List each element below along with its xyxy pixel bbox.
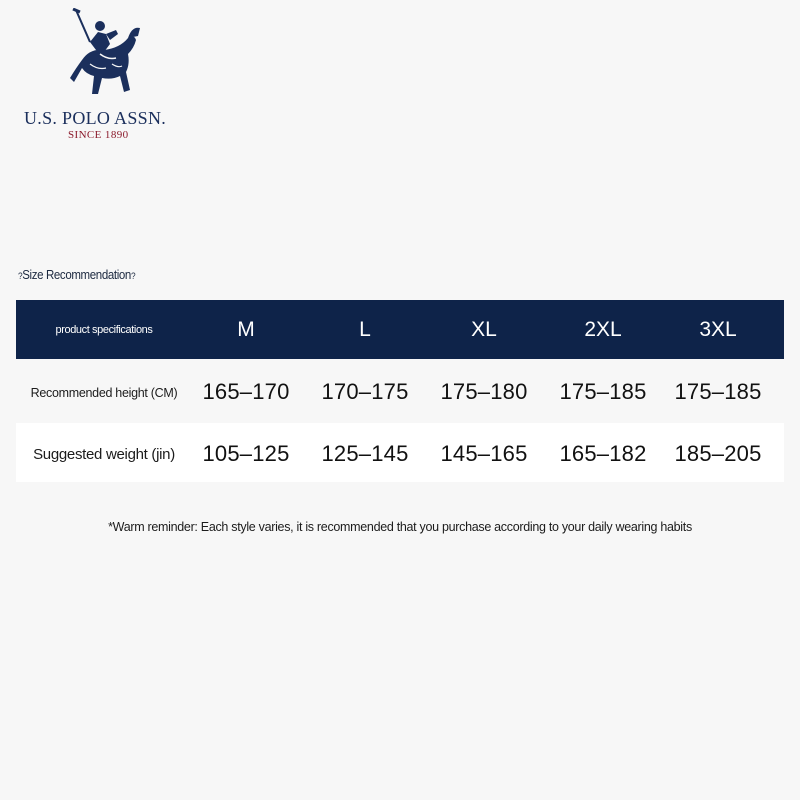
weight-value-3xl: 185–205 [674, 441, 762, 466]
size-l: L [359, 317, 371, 341]
height-value-2xl: 175–185 [559, 379, 647, 404]
section-title-text: Size Recommendation [22, 268, 131, 282]
weight-value-l: 125–145 [321, 441, 409, 466]
warm-reminder: *Warm reminder: Each style varies, it is recommended that you purchase according to your daily wearing habits [108, 520, 692, 534]
size-3xl: 3XL [699, 317, 737, 341]
height-value-xl: 175–180 [440, 379, 528, 404]
table-row-height [16, 359, 784, 423]
section-title [18, 268, 135, 282]
row-label-weight: Suggested weight (jin) [33, 446, 175, 463]
brand-name: U.S. POLO ASSN. [24, 108, 167, 128]
size-table [16, 300, 784, 482]
weight-value-2xl: 165–182 [559, 441, 647, 466]
size-2xl: 2XL [584, 317, 622, 341]
weight-value-m: 105–125 [202, 441, 290, 466]
brand-logo [22, 8, 182, 144]
polo-player-icon [60, 8, 150, 104]
height-value-l: 170–175 [321, 379, 409, 404]
row-label-height: Recommended height (CM) [30, 385, 178, 400]
table-row-weight [16, 423, 784, 482]
height-value-3xl: 175–185 [674, 379, 762, 404]
table-header-row [16, 300, 784, 359]
header-label: product specifications [55, 323, 153, 336]
size-xl: XL [471, 317, 497, 341]
title-marker-left: ? [18, 271, 23, 281]
weight-value-xl: 145–165 [440, 441, 528, 466]
height-value-m: 165–170 [202, 379, 290, 404]
title-marker-right: ? [130, 271, 136, 281]
brand-since: SINCE 1890 [68, 129, 129, 141]
size-m: M [237, 317, 255, 341]
